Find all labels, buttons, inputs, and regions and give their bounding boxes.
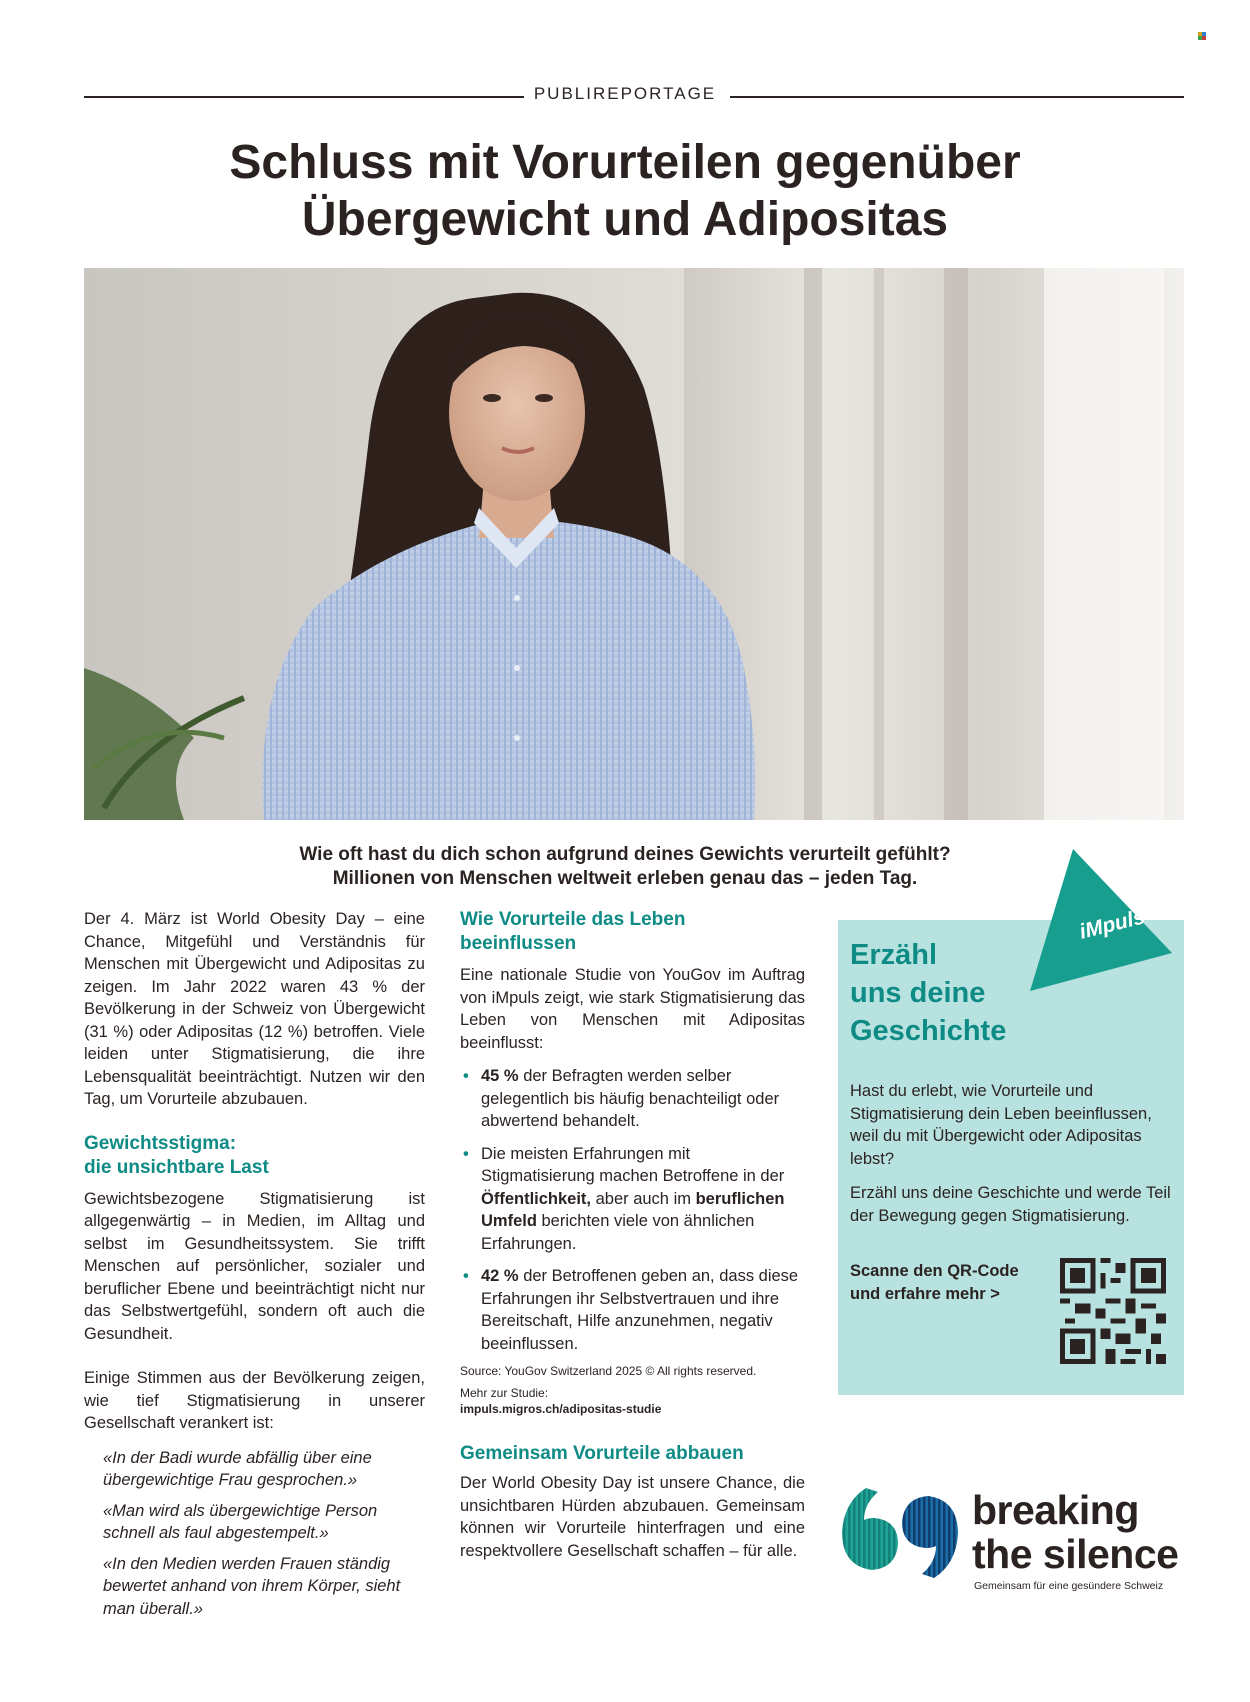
lead-question: Wie oft hast du dich schon aufgrund deines Gewichts verurteilt gefühlt? Millionen von Menschen weltweit erleben genau das – jeden Tag. (299, 844, 951, 889)
list-item: • 45 % der Befragten werden selber gelegentlich bis häufig benachteiligt oder abwertend behandelt. (463, 1067, 780, 1130)
quote-item: «Man wird als übergewichtige Person schnell als faul abgestempelt.» (103, 1501, 378, 1542)
voices-paragraph: Einige Stimmen aus der Bevölkerung zeigen, wie tief Stigmatisierung in unserer Gesellschaft verankert ist: (84, 1369, 425, 1432)
quote-mark-icon (838, 1488, 964, 1580)
bullet-icon: • (463, 1067, 469, 1085)
section-heading-together: Gemeinsam Vorurteile abbauen (460, 1443, 744, 1464)
print-registration-mark (1198, 32, 1206, 40)
breaking-the-silence-logo: breaking the silence (972, 1487, 1179, 1577)
scan-qr-cta[interactable]: Scanne den QR-Code und erfahre mehr > (850, 1262, 1019, 1303)
study-link[interactable]: impuls.migros.ch/adipositas-studie (460, 1402, 662, 1416)
callout-text-2: Erzähl uns deine Geschichte und werde Teil der Bewegung gegen Stigmatisierung. (850, 1184, 1171, 1225)
quote-item: «In der Badi wurde abfällig über eine übergewichtige Frau gesprochen.» (103, 1448, 372, 1489)
study-intro: Eine nationale Studie von YouGov im Auftrag von iMpuls zeigt, wie stark Stigmatisierung das Leben von Menschen mit Adipositas beeinflusst: (460, 966, 805, 1052)
page-title: Schluss mit Vorurteilen gegenüber Übergewicht und Adipositas (229, 136, 1021, 246)
bullet-icon: • (463, 1144, 469, 1163)
kicker: PUBLIREPORTAGE (0, 84, 1250, 104)
bullet-icon: • (463, 1267, 469, 1285)
quote-item: «In den Medien werden Frauen ständig bewertet anhand von ihrem Körper, sieht man überall.» (103, 1554, 401, 1618)
intro-paragraph: Der 4. März ist World Obesity Day – eine Chance, Mitgefühl und Verständnis für Menschen mit Übergewicht und Adipositas zu zeigen. Im Jahr 2022 waren 43 % der Bevölkerung in der Schweiz von Übergewicht (31 %) oder Adipositas (12 %) betroffen. Viele leiden unter Stigmatisierung, die ihre Lebensqualität beeinträchtigt. Nutzen wir den Tag, um Vorurteile abzubauen. (84, 910, 425, 1108)
callout-title: Erzähl uns deine Geschichte (850, 939, 1007, 1047)
qr-code-icon[interactable] (1060, 1258, 1166, 1364)
callout-text-1: Hast du erlebt, wie Vorurteile und Stigmatisierung dein Leben beeinflussen, weil du mit Übergewicht oder Adipositas lebst? (850, 1082, 1152, 1168)
list-item: • 42 % der Betroffenen geben an, dass diese Erfahrungen ihr Selbstvertrauen und ihre Bereitschaft, Hilfe anzunehmen, negativ beeinflussen. (463, 1267, 799, 1353)
impuls-logo-text: iMpuls (1077, 905, 1148, 944)
impuls-logo (1026, 843, 1176, 993)
column-2 (460, 908, 805, 1562)
section-heading-weight-stigma: Gewichtsstigma: die unsichtbare Last (84, 1132, 269, 1178)
hero-photo (84, 268, 1184, 820)
column-1 (84, 908, 425, 1628)
stigma-paragraph: Gewichtsbezogene Stigmatisierung ist allgegenwärtig – in Medien, im Alltag und selbst im Gesundheitssystem. Sie trifft Menschen auf persönlicher, sozialer und beruflicher Ebene und beeinträchtigt nicht nur das Selbstwertgefühl, sondern oft auch die Gesundheit. (84, 1189, 425, 1343)
study-findings-list (460, 1065, 805, 1355)
closing-paragraph: Der World Obesity Day ist unsere Chance, die unsichtbaren Hürden abzubauen. Gemeinsam können wir Vorurteile hinterfragen und eine respektvollere Gesellschaft schaffen – für alle. (460, 1474, 805, 1560)
study-link-label: Mehr zur Studie: (460, 1386, 549, 1400)
source-note: Source: YouGov Switzerland 2025 © All rights reserved. (460, 1364, 757, 1378)
list-item: • Die meisten Erfahrungen mit Stigmatisierung machen Betroffene in der Öffentlichkeit, aber auch im beruflichen Umfeld berichten viele von ähnlichen Erfahrungen. (463, 1144, 785, 1253)
section-heading-impact: Wie Vorurteile das Leben beeinflussen (460, 909, 686, 954)
quote-list (84, 1447, 425, 1621)
logo-tagline: Gemeinsam für eine gesündere Schweiz (974, 1580, 1164, 1592)
